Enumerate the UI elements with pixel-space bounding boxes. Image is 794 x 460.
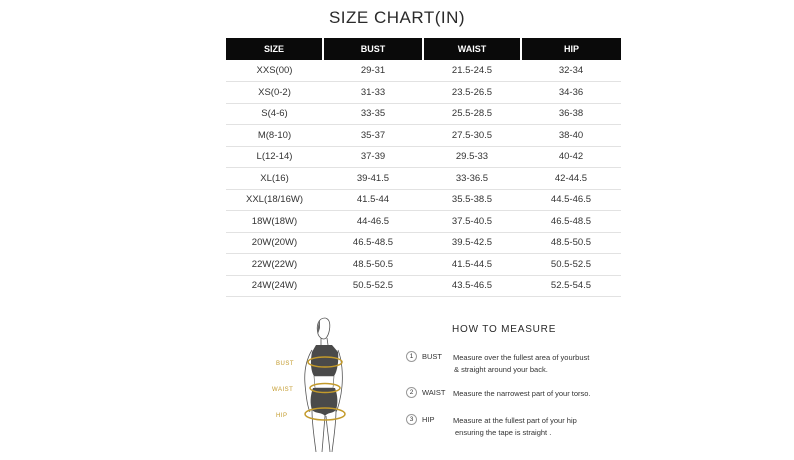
bust-cell: 46.5-48.5 (323, 232, 423, 254)
table-row (226, 254, 621, 276)
table-row (226, 60, 621, 82)
step-desc-line: ensuring the tape is straight . (455, 427, 552, 437)
hip-label: HIP (276, 413, 288, 419)
size-cell: XXS(00) (226, 60, 323, 82)
size-cell: XL(16) (226, 168, 323, 190)
hip-cell: 44.5-46.5 (521, 189, 621, 211)
how-to-measure-title: HOW TO MEASURE (452, 324, 557, 335)
waist-cell: 21.5-24.5 (423, 60, 521, 82)
step-description (453, 415, 613, 438)
step-label: HIP (422, 415, 435, 424)
hip-cell: 42-44.5 (521, 168, 621, 190)
bust-cell: 29-31 (323, 60, 423, 82)
hip-cell: 34-36 (521, 82, 621, 104)
hip-cell: 36-38 (521, 103, 621, 125)
size-cell: S(4-6) (226, 103, 323, 125)
hip-cell: 38-40 (521, 125, 621, 147)
table-row (226, 82, 621, 104)
bust-cell: 33-35 (323, 103, 423, 125)
waist-cell: 39.5-42.5 (423, 232, 521, 254)
waist-cell: 35.5-38.5 (423, 189, 521, 211)
size-cell: 24W(24W) (226, 275, 323, 297)
body-illustration (268, 312, 378, 460)
hip-cell: 48.5-50.5 (521, 232, 621, 254)
bust-cell: 41.5-44 (323, 189, 423, 211)
size-cell: L(12-14) (226, 146, 323, 168)
step-desc-line: Measure at the fullest part of your hip (453, 416, 577, 425)
size-cell: 20W(20W) (226, 232, 323, 254)
header-waist: WAIST (423, 38, 521, 60)
measure-figure (268, 312, 378, 460)
bust-label: BUST (276, 361, 295, 367)
size-cell: XXL(18/16W) (226, 189, 323, 211)
table-row (226, 232, 621, 254)
hip-cell: 50.5-52.5 (521, 254, 621, 276)
bust-cell: 50.5-52.5 (323, 275, 423, 297)
size-table (226, 38, 621, 297)
hip-cell: 40-42 (521, 146, 621, 168)
table-row (226, 125, 621, 147)
size-cell: 18W(18W) (226, 211, 323, 233)
waist-cell: 27.5-30.5 (423, 125, 521, 147)
header-bust: BUST (323, 38, 423, 60)
step-label: BUST (422, 352, 443, 361)
step-description (453, 352, 613, 375)
size-cell: XS(0-2) (226, 82, 323, 104)
hip-cell: 32-34 (521, 60, 621, 82)
step-desc-line: Measure over the fullest area of yourbust (453, 353, 590, 362)
table-row (226, 168, 621, 190)
size-cell: M(8-10) (226, 125, 323, 147)
bust-cell: 44-46.5 (323, 211, 423, 233)
step-desc-line: Measure the narrowest part of your torso. (453, 389, 591, 398)
table-row (226, 275, 621, 297)
waist-cell: 29.5-33 (423, 146, 521, 168)
step-description (453, 388, 613, 400)
step-number: 1 (406, 351, 417, 362)
table-row (226, 103, 621, 125)
bust-cell: 39-41.5 (323, 168, 423, 190)
bust-cell: 48.5-50.5 (323, 254, 423, 276)
waist-cell: 23.5-26.5 (423, 82, 521, 104)
waist-cell: 41.5-44.5 (423, 254, 521, 276)
header-hip: HIP (521, 38, 621, 60)
hip-cell: 46.5-48.5 (521, 211, 621, 233)
table-body (226, 60, 621, 297)
bust-cell: 31-33 (323, 82, 423, 104)
waist-cell: 33-36.5 (423, 168, 521, 190)
waist-cell: 37.5-40.5 (423, 211, 521, 233)
waist-cell: 43.5-46.5 (423, 275, 521, 297)
waist-cell: 25.5-28.5 (423, 103, 521, 125)
hip-cell: 52.5-54.5 (521, 275, 621, 297)
step-number: 3 (406, 414, 417, 425)
waist-label: WAIST (272, 387, 294, 393)
step-number: 2 (406, 387, 417, 398)
bust-cell: 35-37 (323, 125, 423, 147)
table-row (226, 146, 621, 168)
step-label: WAIST (422, 388, 446, 397)
header-size: SIZE (226, 38, 323, 60)
step-desc-line: & straight around your back. (454, 364, 548, 374)
table-header-row (226, 38, 621, 60)
table-row (226, 211, 621, 233)
size-cell: 22W(22W) (226, 254, 323, 276)
bust-cell: 37-39 (323, 146, 423, 168)
table-row (226, 189, 621, 211)
chart-title: SIZE CHART(IN) (328, 8, 466, 27)
